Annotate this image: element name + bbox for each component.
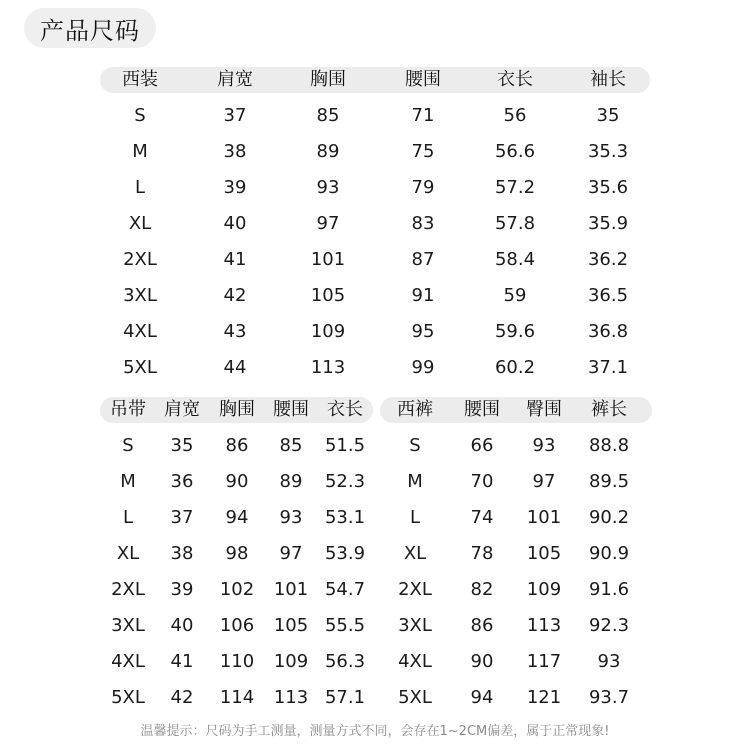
dress-cell: 93 <box>279 507 303 528</box>
pants-cell: 121 <box>526 687 562 708</box>
pants-cell: 97 <box>532 471 556 492</box>
suit-header-1: 肩宽 <box>217 69 253 90</box>
suit-cell: 83 <box>411 213 435 234</box>
dress-cell: 35 <box>170 435 194 456</box>
suit-cell: 56 <box>503 105 527 126</box>
suit-cell: 5XL <box>123 357 157 378</box>
measurement-note: 温馨提示：尺码为手工测量，测量方式不同，会存在1~2CM偏差，属于正常现象! <box>140 724 610 739</box>
pants-cell: 82 <box>470 579 494 600</box>
suit-cell: 97 <box>316 213 340 234</box>
dress-cell: 105 <box>273 615 309 636</box>
dress-header-2: 胸围 <box>219 399 255 420</box>
pants-cell: 89.5 <box>588 471 630 492</box>
suit-cell: 79 <box>411 177 435 198</box>
page-title: 产品尺码 <box>24 8 156 48</box>
suit-cell: XL <box>128 213 152 234</box>
pants-cell: 2XL <box>398 579 432 600</box>
pants-cell: 5XL <box>398 687 432 708</box>
dress-cell: 55.5 <box>324 615 366 636</box>
dress-header-1: 肩宽 <box>164 399 200 420</box>
pants-cell: 88.8 <box>588 435 630 456</box>
dress-cell: 2XL <box>111 579 145 600</box>
pants-cell: 90.9 <box>588 543 630 564</box>
suit-cell: 36.8 <box>587 321 629 342</box>
suit-header-4: 衣长 <box>497 69 533 90</box>
pants-cell: 94 <box>470 687 494 708</box>
suit-cell: 75 <box>411 141 435 162</box>
dress-cell: 109 <box>273 651 309 672</box>
pants-cell: 90.2 <box>588 507 630 528</box>
dress-cell: 52.3 <box>324 471 366 492</box>
suit-cell: 41 <box>223 249 247 270</box>
suit-cell: 35.6 <box>587 177 629 198</box>
dress-cell: 39 <box>170 579 194 600</box>
suit-cell: 60.2 <box>494 357 536 378</box>
suit-cell: 57.2 <box>494 177 536 198</box>
pants-header-3: 裤长 <box>591 399 627 420</box>
pants-cell: 101 <box>526 507 562 528</box>
dress-cell: 36 <box>170 471 194 492</box>
pants-cell: 117 <box>526 651 562 672</box>
suit-cell: 42 <box>223 285 247 306</box>
pants-cell: 66 <box>470 435 494 456</box>
dress-header-0: 吊带 <box>110 399 146 420</box>
suit-cell: 109 <box>310 321 346 342</box>
suit-header-5: 袖长 <box>590 69 626 90</box>
suit-cell: 39 <box>223 177 247 198</box>
dress-cell: 40 <box>170 615 194 636</box>
dress-cell: 38 <box>170 543 194 564</box>
suit-cell: 35.9 <box>587 213 629 234</box>
suit-header-2: 胸围 <box>310 69 346 90</box>
pants-header-2: 臀围 <box>526 399 562 420</box>
pants-cell: 4XL <box>398 651 432 672</box>
suit-cell: 59.6 <box>494 321 536 342</box>
suit-cell: 71 <box>411 105 435 126</box>
suit-cell: 36.5 <box>587 285 629 306</box>
dress-cell: 42 <box>170 687 194 708</box>
suit-cell: 3XL <box>123 285 157 306</box>
suit-cell: 35.3 <box>587 141 629 162</box>
pants-cell: 70 <box>470 471 494 492</box>
dress-cell: M <box>120 471 136 492</box>
dress-cell: 41 <box>170 651 194 672</box>
pants-cell: 105 <box>526 543 562 564</box>
suit-header-3: 腰围 <box>405 69 441 90</box>
dress-cell: 37 <box>170 507 194 528</box>
pants-cell: 90 <box>470 651 494 672</box>
suit-cell: 59 <box>503 285 527 306</box>
pants-cell: XL <box>403 543 427 564</box>
pants-cell: 91.6 <box>588 579 630 600</box>
suit-cell: 35 <box>596 105 620 126</box>
pants-cell: M <box>407 471 423 492</box>
pants-cell: 74 <box>470 507 494 528</box>
pants-cell: L <box>409 507 421 528</box>
dress-header-4: 衣长 <box>327 399 363 420</box>
dress-cell: S <box>122 435 134 456</box>
suit-cell: 37.1 <box>587 357 629 378</box>
suit-cell: 44 <box>223 357 247 378</box>
suit-cell: 36.2 <box>587 249 629 270</box>
suit-cell: 37 <box>223 105 247 126</box>
pants-cell: 86 <box>470 615 494 636</box>
pants-cell: 113 <box>526 615 562 636</box>
dress-cell: 86 <box>225 435 249 456</box>
suit-cell: 91 <box>411 285 435 306</box>
dress-header-3: 腰围 <box>273 399 309 420</box>
dress-cell: 114 <box>219 687 255 708</box>
suit-cell: 95 <box>411 321 435 342</box>
dress-cell: 54.7 <box>324 579 366 600</box>
pants-cell: 78 <box>470 543 494 564</box>
suit-cell: 56.6 <box>494 141 536 162</box>
suit-cell: 113 <box>310 357 346 378</box>
suit-cell: 4XL <box>123 321 157 342</box>
dress-cell: L <box>122 507 134 528</box>
pants-cell: 3XL <box>398 615 432 636</box>
dress-cell: 53.1 <box>324 507 366 528</box>
dress-cell: 3XL <box>111 615 145 636</box>
pants-cell: 109 <box>526 579 562 600</box>
dress-cell: XL <box>116 543 140 564</box>
dress-cell: 106 <box>219 615 255 636</box>
dress-cell: 51.5 <box>324 435 366 456</box>
dress-cell: 97 <box>279 543 303 564</box>
dress-cell: 56.3 <box>324 651 366 672</box>
dress-cell: 85 <box>279 435 303 456</box>
pants-header-1: 腰围 <box>464 399 500 420</box>
dress-cell: 113 <box>273 687 309 708</box>
pants-cell: 93.7 <box>588 687 630 708</box>
suit-cell: L <box>134 177 146 198</box>
pants-cell: 93 <box>597 651 621 672</box>
dress-cell: 89 <box>279 471 303 492</box>
pants-cell: S <box>409 435 421 456</box>
dress-cell: 90 <box>225 471 249 492</box>
suit-cell: 57.8 <box>494 213 536 234</box>
suit-cell: S <box>134 105 146 126</box>
dress-cell: 94 <box>225 507 249 528</box>
suit-cell: 93 <box>316 177 340 198</box>
dress-cell: 101 <box>273 579 309 600</box>
suit-cell: 43 <box>223 321 247 342</box>
dress-cell: 5XL <box>111 687 145 708</box>
suit-cell: 40 <box>223 213 247 234</box>
suit-cell: M <box>132 141 148 162</box>
pants-header-0: 西裤 <box>397 399 433 420</box>
suit-cell: 105 <box>310 285 346 306</box>
suit-cell: 89 <box>316 141 340 162</box>
dress-cell: 98 <box>225 543 249 564</box>
suit-cell: 38 <box>223 141 247 162</box>
pants-cell: 93 <box>532 435 556 456</box>
dress-cell: 110 <box>219 651 255 672</box>
dress-cell: 57.1 <box>324 687 366 708</box>
suit-cell: 87 <box>411 249 435 270</box>
suit-header-bar <box>100 67 650 93</box>
suit-cell: 2XL <box>123 249 157 270</box>
suit-header-0: 西装 <box>122 69 158 90</box>
suit-cell: 85 <box>316 105 340 126</box>
dress-cell: 102 <box>219 579 255 600</box>
pants-cell: 92.3 <box>588 615 630 636</box>
suit-cell: 99 <box>411 357 435 378</box>
dress-cell: 53.9 <box>324 543 366 564</box>
dress-cell: 4XL <box>111 651 145 672</box>
suit-cell: 101 <box>310 249 346 270</box>
suit-cell: 58.4 <box>494 249 536 270</box>
